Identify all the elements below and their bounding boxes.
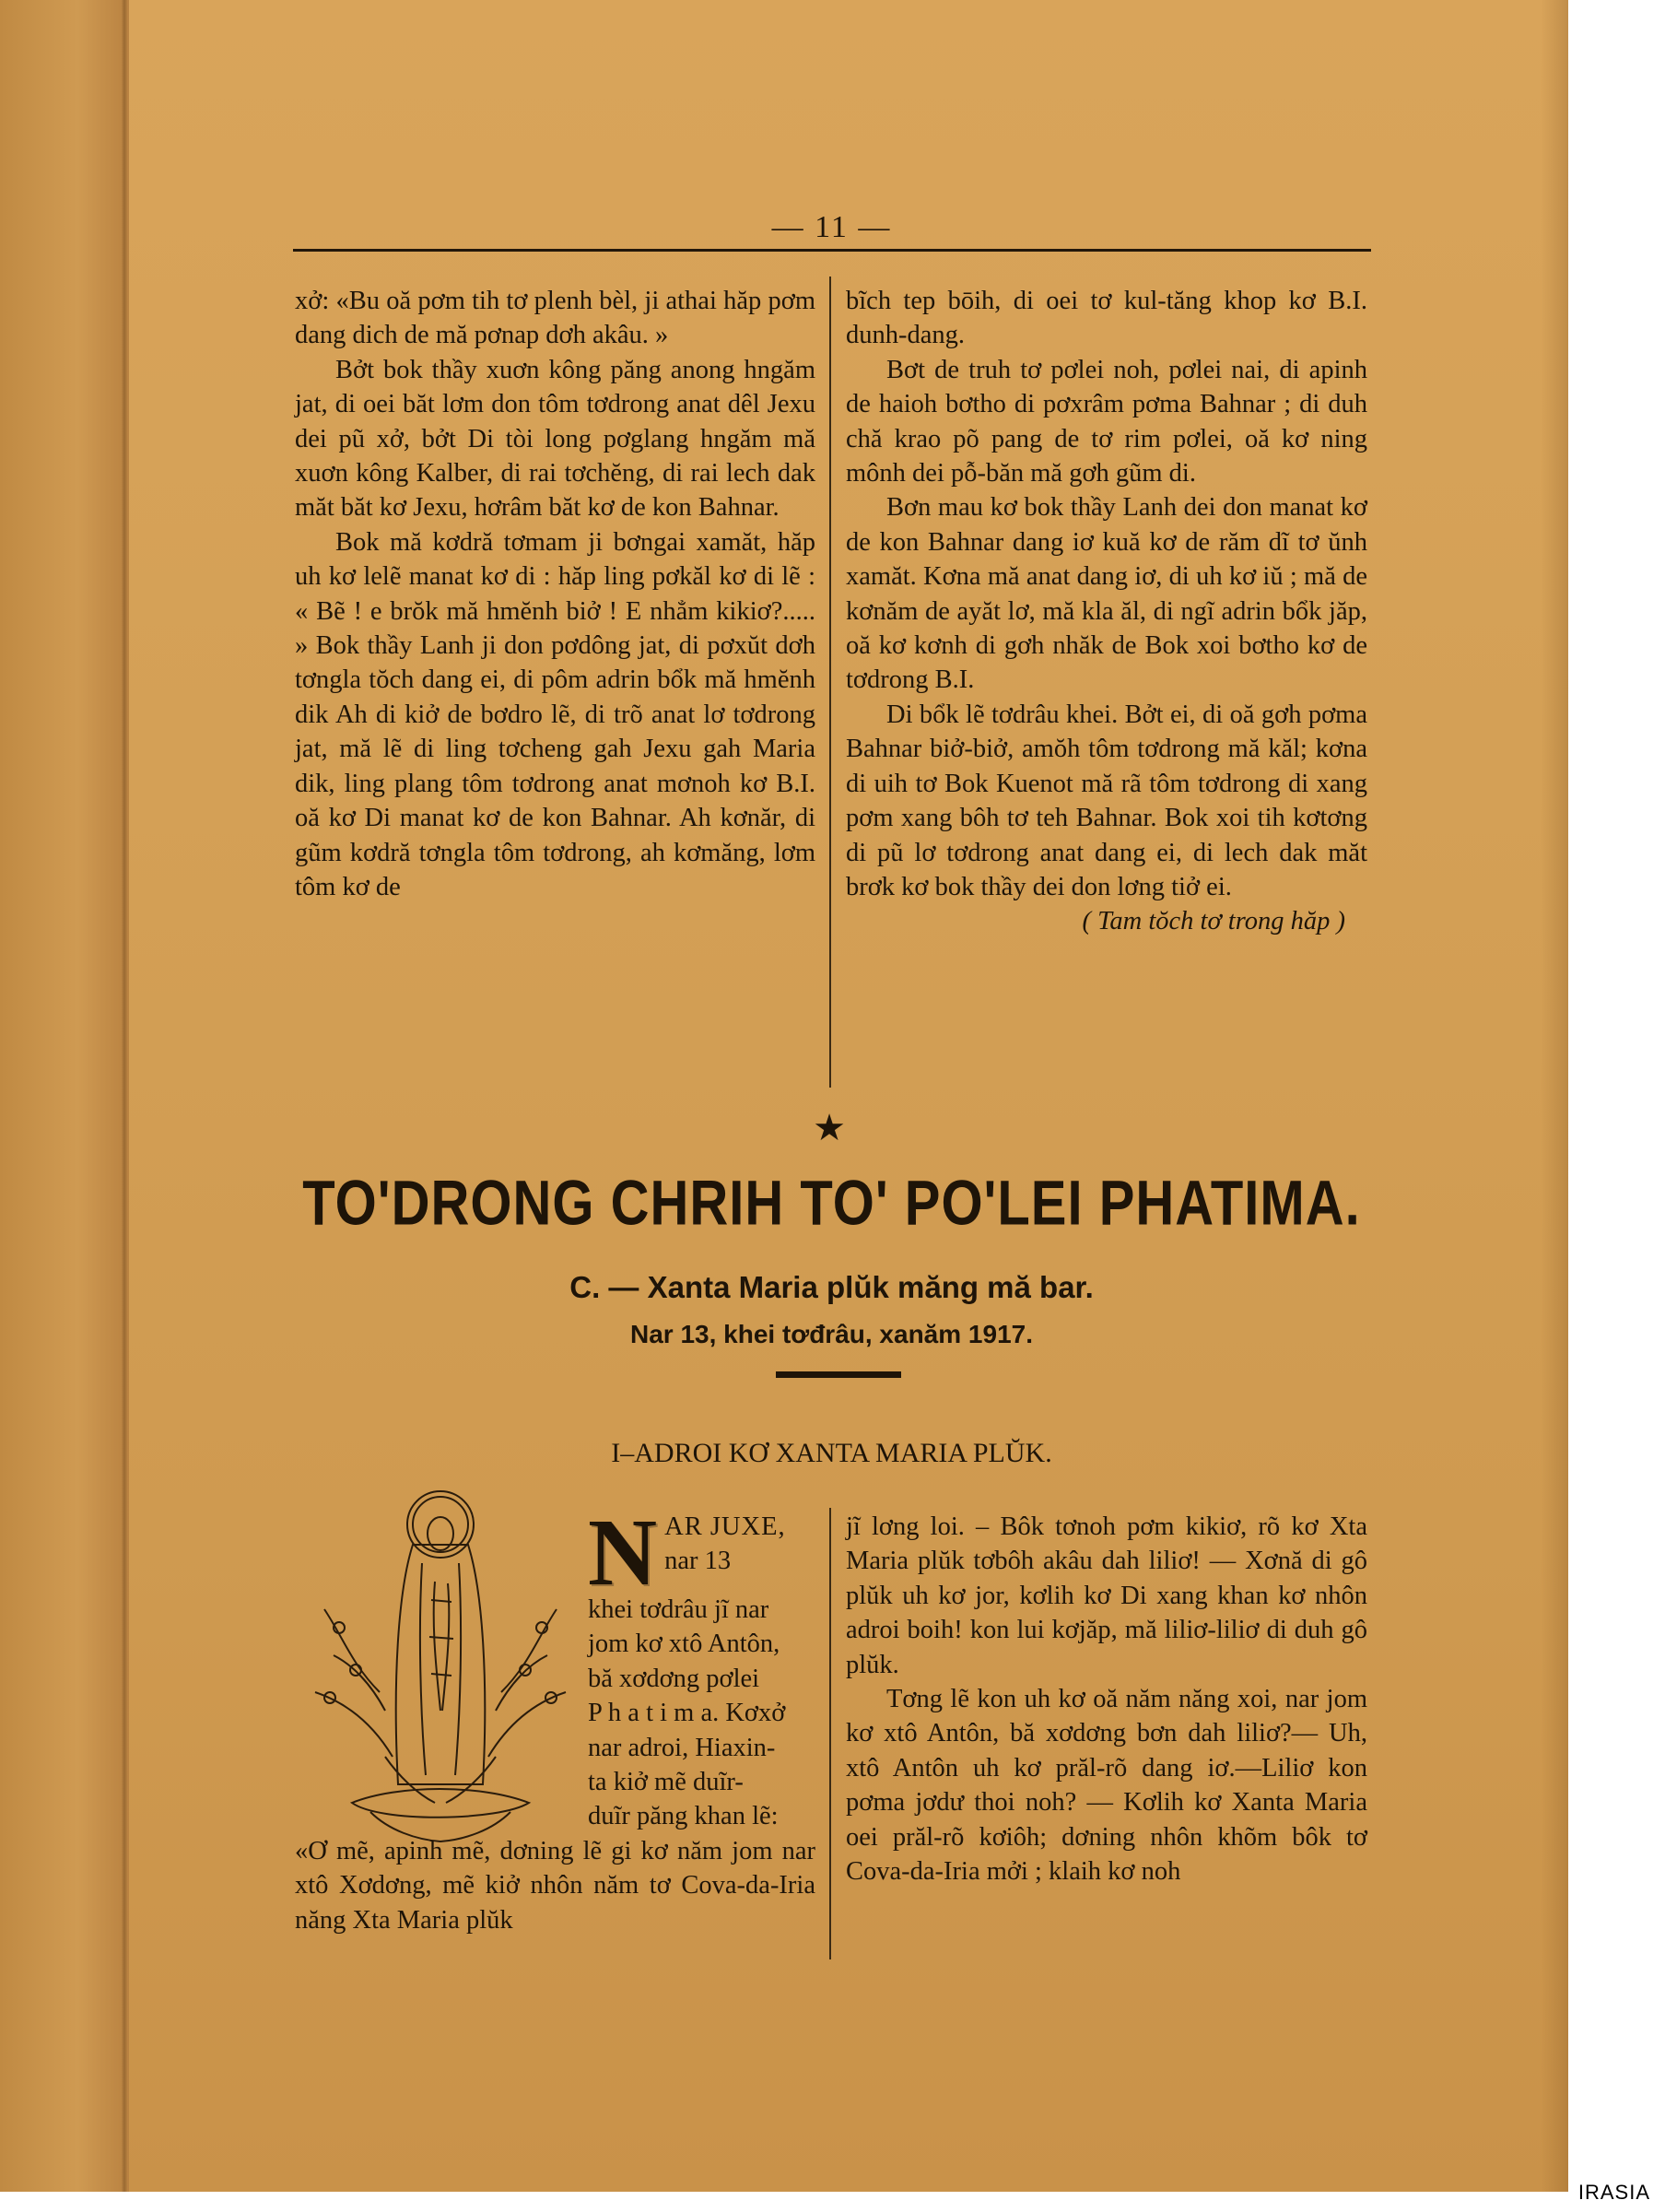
paragraph: Bởt bok thầy xuơn kông păng anong hngăm jat, di oei băt lơm don tôm tơdrong anat dêl Jexu dei pũ xở, bởt Di tòi long pơglang hngăm mă xuơn kông Kalber, di rai tơchĕng, di rai lech dak măt băt kơ Jexu, hơrâm băt kơ de kon Bahnar. <box>295 355 815 523</box>
paragraph: Tơng lẽ kon uh kơ oă năm năng xoi, nar jom kơ xtô Antôn, bă xơdơng bơn dah liliơ?— Uh, xtô Antôn uh kơ prăl-rõ dang iơ.—Liliơ kon pơma jơdư thoi noh? — Kơlih kơ Xanta Maria oei prăl-rõ kơiôh; dơning nhôn khõm bôk tơ Cova-da-Iria mởi ; klaih kơ noh <box>846 1685 1367 1887</box>
wrapped-line: khei tơdrâu jĩ nar <box>588 1595 769 1624</box>
paragraph: Bơn mau kơ bok thầy Lanh dei don manat kơ de kon Bahnar dang iơ kuă kơ de răm dĩ tơ ŭnh xamăt. Kơna mă anat dang iơ, di uh kơ iŭ ; mă de kơnăm de ayăt lơ, mă kla ăl, di ngĩ adrin bổk jăp, oă kơ kơnh di gơh nhăk de Bok xoi bơtho kơ de tơdrong B.I. <box>846 493 1367 695</box>
story1-column-left <box>295 284 815 904</box>
header-rule <box>293 249 1371 252</box>
to-be-continued-note: ( Tam tŏch tơ trong hăp ) <box>1082 907 1345 936</box>
wrapped-line: P h a t i m a. Kơxở <box>588 1699 786 1728</box>
wrapped-line: bă xơdơng pơlei <box>588 1664 760 1693</box>
paragraph: Di bổk lẽ tơdrâu khei. Bởt ei, di oă gơh pơma Bahnar biở-biở, amŏh tôm tơdrong mă kăl; kơna di uih tơ Bok Kuenot mă rã tôm tơdrong di xang pơm xang bôh tơ teh Bahnar. Bok xoi tih kơtơng di pũ lơ tơdrong anat dang ei, di lech dak măt brơk kơ bok thầy dei don lơng tiở ei. <box>846 700 1367 901</box>
wrapped-line: nar 13 <box>664 1547 732 1576</box>
paragraph: jĩ lơng loi. – Bôk tơnoh pơm kikiơ, rõ kơ Xta Maria plŭk tơbôh akâu dah liliơ! — Xơnă di gô plŭk uh kơ jor, kơlih kơ Di xang khan kơ nhôn adroi boih! kon lui kơjăp, mă liliơ-liliơ di duh gô plŭk. <box>846 1512 1367 1679</box>
article-dateline: Nar 13, khei tơđrâu, xanăm 1917. <box>629 1320 1033 1348</box>
page-edge-shadow <box>1541 0 1568 2192</box>
wrapped-line: jom kơ xtô Antôn, <box>588 1630 780 1659</box>
star-separator: ★ <box>813 1107 846 1148</box>
paragraph: «Ơ mẽ, apinh mẽ, dơning lẽ gi kơ năm jom nar xtô Xơdơng, mẽ kiở nhôn năm tơ Cova-da-Iria năng Xta Maria plŭk <box>295 1836 815 1935</box>
heading-rule <box>776 1371 901 1378</box>
drop-cap: N <box>588 1500 658 1606</box>
article-subtitle: C. — Xanta Maria plŭk măng mă bar. <box>569 1270 1094 1304</box>
column-divider <box>829 276 831 1088</box>
story1-column-right <box>846 284 1367 939</box>
story2-column-right <box>846 1510 1367 1888</box>
paragraph: Bơt de truh tơ pơlei noh, pơlei nai, di apinh de haioh bơtho di pơxrâm pơma Bahnar ; di duh chă krao põ pang de tơ rim pơlei, oă kơ ning mônh dei pỗ-băn mă gơh gũm di. <box>846 355 1367 488</box>
archive-watermark: IRASIA <box>1577 2181 1650 2204</box>
dropcap-block <box>588 1500 815 1606</box>
paragraph: Bok mă kơdră tơmam ji bơngai xamăt, hăp uh kơ lelẽ manat kơ di : hăp ling pơkăl kơ di lẽ : « Bẽ ! e brŏk mă hmĕnh biở ! E nhẳm kikiơ?..... » Bok thầy Lanh ji don pơdông jat, di pơxŭt dơh tơngla tŏch dang ei, di pôm adrin bổk mă hmĕnh dik Ah di kiở de bơdro lẽ, di trõ anat lơ tơdrong jat, mă lẽ di ling tơcheng gah Jexu gah Maria dik, ling plang tôm tơdrong anat mơnoh kơ B.I. oă kơ Di manat kơ de kon Bahnar. Ah kơnăr, di gũm kơdră tơngla tôm tơdrong, ah kơmăng, lơm tôm kơ de <box>295 527 815 901</box>
page-fold <box>122 0 127 2192</box>
previous-page-edge <box>0 0 129 2192</box>
paragraph: bĩch tep bōih, di oei tơ kul-tăng khop kơ B.I. dunh-dang. <box>846 287 1367 350</box>
wrapped-line: nar adroi, Hiaxin- <box>588 1733 776 1762</box>
lead-words: AR JUXE, <box>664 1512 786 1541</box>
section-heading: I–ADROI KƠ XANTA MARIA PLŬK. <box>611 1438 1052 1468</box>
wrapped-line: ta kiở mẽ duĩr- <box>588 1768 744 1797</box>
page-number: — 11 — <box>771 210 892 244</box>
wrapped-line: duĩr păng khan lẽ: <box>588 1802 779 1831</box>
wrapped-lines <box>588 1593 815 1834</box>
column-divider <box>829 1508 831 1959</box>
story2-column-left <box>295 1500 815 1937</box>
article-headline: TO'DRONG CHRIH TO' PO'LEI PHATIMA. <box>302 1168 1361 1239</box>
paragraph: xở: «Bu oă pơm tih tơ plenh bèl, ji athai hăp pơm dang dich de mă pơnap dơh akâu. » <box>295 287 815 350</box>
